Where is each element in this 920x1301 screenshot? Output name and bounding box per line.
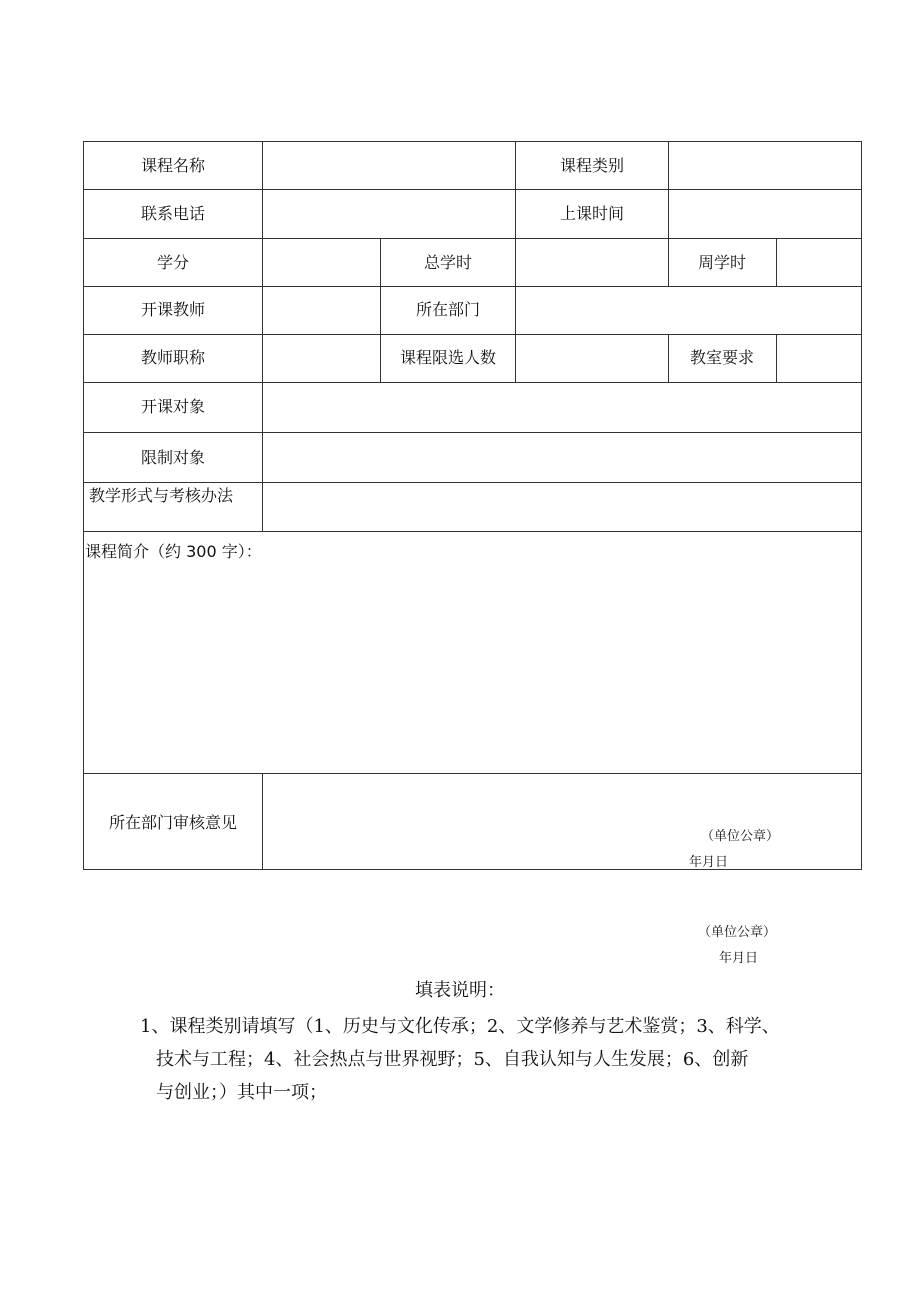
restricted-students-field[interactable] (263, 433, 861, 482)
instruction-item-1-cont (140, 1076, 865, 1109)
instructions-list (140, 1010, 865, 1109)
teacher-title-field[interactable] (263, 335, 380, 382)
label-course-intro: 课程简介（约 300 字）： (85, 542, 262, 561)
outside-stamp-label: （单位公章） (698, 925, 777, 940)
class-time-field[interactable] (669, 190, 861, 238)
label-target-students: 开课对象 (140, 397, 206, 416)
outside-date-label: 年月日 (719, 951, 759, 966)
col-divider (380, 238, 381, 382)
instructor-field[interactable] (263, 287, 380, 334)
course-application-form (83, 141, 862, 870)
label-instructor: 开课教师 (140, 300, 206, 319)
instruction-item-text: 与创业；）其中一项； (156, 1082, 327, 1103)
weekly-hours-field[interactable] (777, 239, 861, 286)
credits-field[interactable] (263, 239, 380, 286)
col-divider (668, 334, 669, 382)
instruction-item-number: 1、 (140, 1016, 170, 1037)
label-department-review: 所在部门审核意见 (108, 813, 238, 832)
department-review-field[interactable] (263, 774, 861, 869)
row-divider (84, 238, 861, 239)
row-divider (84, 531, 861, 532)
instruction-item-text: 课程类别请填写（1、历史与文化传承；2、文学修养与艺术鉴赏；3、科学、 (169, 1016, 780, 1037)
total-hours-field[interactable] (516, 239, 668, 286)
label-credits: 学分 (156, 253, 190, 272)
label-total-hours: 总学时 (423, 253, 473, 272)
col-divider (515, 142, 516, 238)
label-weekly-hours: 周学时 (697, 253, 747, 272)
instructions-title: 填表说明： (415, 980, 505, 1001)
label-teacher-title: 教师职称 (140, 348, 206, 367)
enrollment-limit-field[interactable] (516, 335, 668, 382)
instruction-item-1-cont (140, 1043, 865, 1076)
label-course-name: 课程名称 (140, 156, 206, 175)
contact-phone-field[interactable] (263, 190, 515, 238)
label-contact-phone: 联系电话 (140, 204, 206, 223)
review-stamp-label: （单位公章） (701, 829, 780, 844)
review-date-label: 年月日 (689, 855, 729, 870)
label-course-category: 课程类别 (559, 156, 625, 175)
course-name-field[interactable] (263, 142, 515, 189)
col-divider (668, 238, 669, 286)
instruction-item-text: 技术与工程；4、社会热点与世界视野；5、自我认知与人生发展；6、创新 (156, 1049, 749, 1070)
label-restricted-students: 限制对象 (140, 448, 206, 467)
department-field[interactable] (516, 287, 861, 334)
instruction-item-1 (140, 1010, 865, 1043)
course-category-field[interactable] (669, 142, 861, 189)
classroom-requirements-field[interactable] (777, 335, 861, 382)
teaching-assessment-field[interactable] (263, 483, 861, 531)
label-classroom-requirements: 教室要求 (689, 348, 755, 367)
label-teaching-assessment: 教学形式与考核办法 (89, 486, 234, 505)
label-enrollment-limit: 课程限选人数 (399, 348, 497, 367)
course-intro-field[interactable] (84, 567, 861, 773)
label-department: 所在部门 (415, 300, 481, 319)
target-students-field[interactable] (263, 383, 861, 432)
row-divider (84, 334, 861, 335)
label-class-time: 上课时间 (559, 204, 625, 223)
